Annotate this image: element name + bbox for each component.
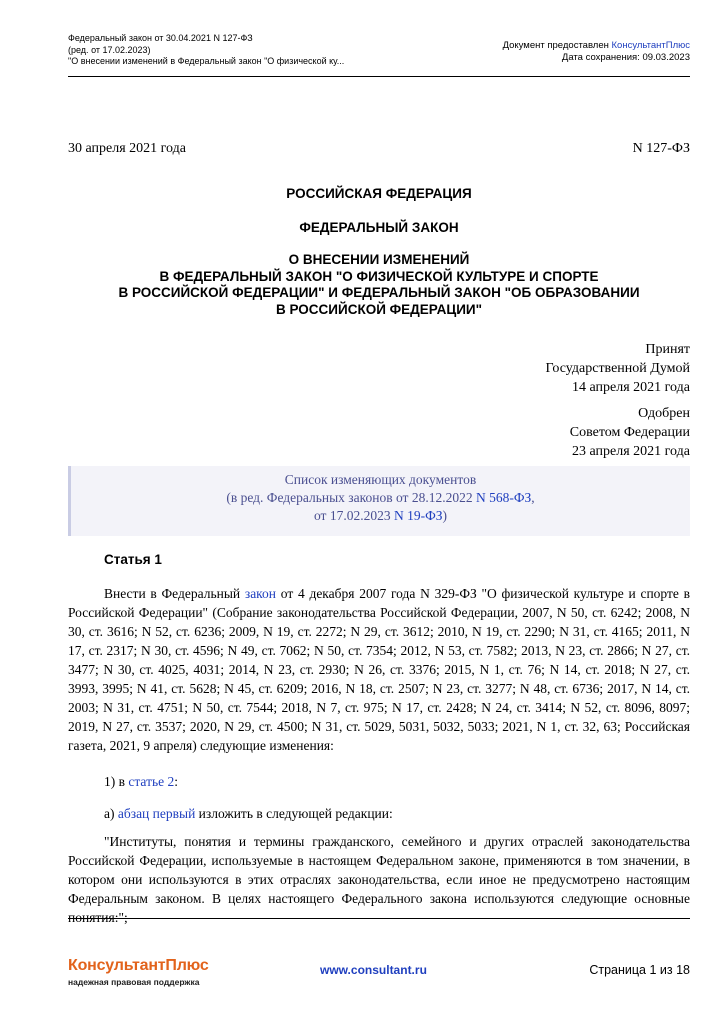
header-law-title: Федеральный закон от 30.04.2021 N 127-ФЗ <box>68 33 253 43</box>
adopted-label: Принят <box>645 342 690 357</box>
article-2-link[interactable]: статье 2 <box>128 774 175 789</box>
law-subject-line: В РОССИЙСКОЙ ФЕДЕРАЦИИ" <box>275 301 483 317</box>
approved-body: Советом Федерации <box>569 425 690 440</box>
amend-text: , <box>531 490 535 505</box>
header-divider <box>68 76 690 77</box>
law-subject-line: В ФЕДЕРАЛЬНЫЙ ЗАКОН "О ФИЗИЧЕСКОЙ КУЛЬТУРЕ И СПОРТЕ <box>159 268 599 284</box>
article-subitem <box>68 804 690 823</box>
amend-link-19[interactable]: N 19-ФЗ <box>393 508 443 523</box>
document-header-info <box>68 33 398 68</box>
quoted-paragraph: "Институты, понятия и термины гражданского, семейного и других отраслей законодательства Российской Федерации, используемые в настоящем Федеральном законе, применяются в том значении, в котором они используются в этих отраслях законодательства, если иное не предусмотрено настоящим Федеральным законом. В целях настоящего Федерального закона используются следующие основные понятия:"; <box>68 834 690 925</box>
amending-documents-title: Список изменяющих документов <box>284 472 477 487</box>
amend-text: (в ред. Федеральных законов от 28.12.2022 <box>226 490 476 505</box>
page-counter: Страница 1 из 18 <box>589 963 690 977</box>
approved-block <box>570 404 690 461</box>
paragraph-text: Внести в Федеральный <box>104 586 245 601</box>
paragraph-text: а) <box>104 806 118 821</box>
footer-divider <box>68 918 690 919</box>
amending-documents-box <box>68 466 690 536</box>
adopted-body: Государственной Думой <box>545 361 690 376</box>
first-paragraph-link[interactable]: абзац первый <box>117 806 196 821</box>
law-subject-line: В РОССИЙСКОЙ ФЕДЕРАЦИИ" И ФЕДЕРАЛЬНЫЙ ЗАКОН "ОБ ОБРАЗОВАНИИ <box>118 285 640 300</box>
paragraph-text: 1) в <box>104 774 129 789</box>
law-type-title: ФЕДЕРАЛЬНЫЙ ЗАКОН <box>299 220 459 235</box>
amend-text: от 17.02.2023 <box>313 508 394 523</box>
provider-label: Документ предоставлен <box>502 40 612 51</box>
law-number: N 127-ФЗ <box>632 141 690 156</box>
provider-brand-link[interactable]: КонсультантПлюс <box>611 40 690 51</box>
article-item <box>68 772 690 791</box>
save-date: Дата сохранения: 09.03.2023 <box>561 52 690 63</box>
header-law-subject: "О внесении изменений в Федеральный закон "О физической ку... <box>68 56 345 66</box>
header-edition: (ред. от 17.02.2023) <box>68 44 151 55</box>
law-subject-title <box>68 252 690 318</box>
website-link[interactable]: www.consultant.ru <box>320 963 427 977</box>
country-title: РОССИЙСКАЯ ФЕДЕРАЦИЯ <box>286 186 472 201</box>
approved-label: Одобрен <box>638 406 690 421</box>
amend-text: ) <box>442 508 448 523</box>
law-subject-line: О ВНЕСЕНИИ ИЗМЕНЕНИЙ <box>288 252 470 267</box>
law-date: 30 апреля 2021 года <box>68 141 186 156</box>
document-provider-info <box>503 40 690 64</box>
adopted-date: 14 апреля 2021 года <box>572 380 690 395</box>
consultant-logo: КонсультантПлюс <box>68 957 209 974</box>
law-link[interactable]: закон <box>244 586 277 601</box>
adopted-block <box>546 340 690 397</box>
paragraph-text: изложить в следующей редакции: <box>195 806 393 821</box>
logo-tagline: надежная правовая поддержка <box>68 977 200 987</box>
approved-date: 23 апреля 2021 года <box>572 444 690 459</box>
amend-link-568[interactable]: N 568-ФЗ <box>475 490 532 505</box>
paragraph-text: : <box>174 774 179 789</box>
article-paragraph <box>68 584 690 755</box>
paragraph-text: от 4 декабря 2007 года N 329-ФЗ "О физической культуре и спорте в Российской Федерации" (Собрание законодательства Российской Федерации, 2007, N 50, ст. 6242; 2008, N 30, ст. 3616; N 52, ст. 6236; 2009, N 19, ст. 2272; N 29, ст. 3612; 2010, N 19, ст. 2290; N 31, ст. 4165; 2011, N 17, ст. 2317; N 30, ст. 4596; N 49, ст. 7062; N 50, ст. 7354; 2012, N 53, ст. 7582; 2013, N 23, ст. 2866; N 27, ст. 3477; N 30, ст. 4025, 4031; 2014, N 23, ст. 2930; N 26, ст. 3376; 2015, N 1, ст. 76; N 14, ст. 2018; N 27, ст. 3993, 3995; N 41, ст. 5628; N 45, ст. 6209; 2016, N 18, ст. 2507; N 23, ст. 3277; N 48, ст. 6736; 2017, N 14, ст. 2003; N 31, ст. 4751; N 50, ст. 7544; 2018, N 7, ст. 975; N 17, ст. 2428; N 24, ст. 3414; N 52, ст. 8096, 8097; 2019, N 27, ст. 3537; 2020, N 29, ст. 4500; N 31, ст. 5029, 5031, 5032, 5033; 2021, N 1, ст. 32, 63; Российская газета, 2021, 9 апреля) следующие изменения: <box>68 586 691 753</box>
article-heading: Статья 1 <box>104 552 162 567</box>
